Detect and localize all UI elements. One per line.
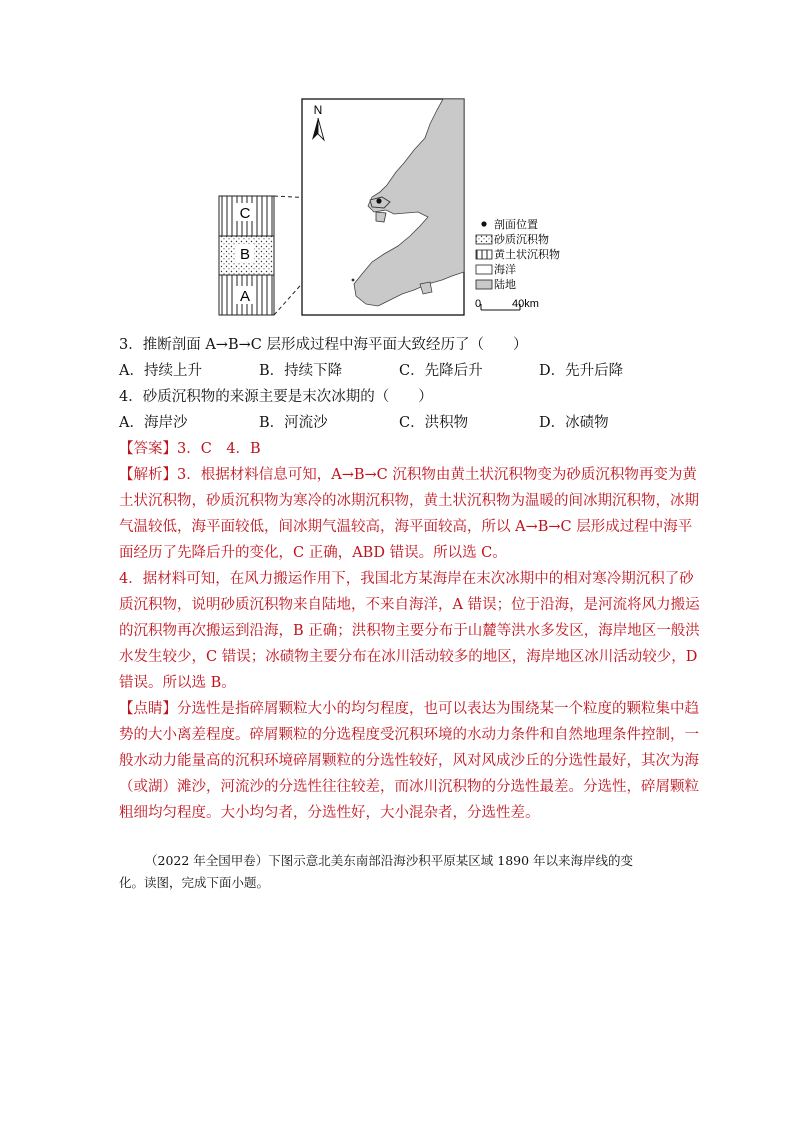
layer-label-a: A xyxy=(239,288,251,305)
legend-label-loess: 黄土状沉积物 xyxy=(494,248,560,261)
scale-bar xyxy=(475,298,539,310)
tip-line: 粗细均匀程度。大小均匀者，分选性好，大小混杂者，分选性差。 xyxy=(119,805,540,821)
analysis-line: 面经历了先降后升的变化，C 正确，ABD 错误。所以选 C。 xyxy=(119,545,507,561)
layer-label-c: C xyxy=(239,205,251,222)
q4-option-d[interactable]: D．冰碛物 xyxy=(539,415,609,431)
q3-option-a[interactable]: A．持续上升 xyxy=(119,363,202,379)
tip-tag: 【点睛】 xyxy=(119,701,177,717)
analysis-line: 土状沉积物，砂质沉积物为寒冷的冰期沉积物，黄土状沉积物为温暖的间冰期沉积物，冰期 xyxy=(119,493,699,509)
legend-dot-icon xyxy=(481,221,486,226)
q4-stem: 4．砂质沉积物的来源主要是末次冰期的（ ） xyxy=(119,389,433,405)
legend-label-profile: 剖面位置 xyxy=(494,218,538,231)
scale-zero: 0 xyxy=(474,298,482,310)
answer-tag: 【答案】 xyxy=(119,441,177,457)
analysis-line: 错误。所以选 B。 xyxy=(119,675,236,691)
stratigraphic-column xyxy=(219,196,274,315)
tip-block xyxy=(119,696,699,826)
intro-line: （2022 年全国甲卷）下图示意北美东南部沿海沙积平原某区域 1890 年以来海岸线的变 xyxy=(145,853,634,868)
legend-land-icon xyxy=(476,280,492,289)
q3-option-b[interactable]: B．持续下降 xyxy=(259,363,343,379)
island-b xyxy=(376,212,386,222)
q3-stem: 3．推断剖面 A→B→C 层形成过程中海平面大致经历了（ ） xyxy=(119,337,528,353)
q3-option-c[interactable]: C．先降后升 xyxy=(399,363,483,379)
legend-label-land: 陆地 xyxy=(494,278,516,291)
legend-label-sand: 砂质沉积物 xyxy=(494,233,549,246)
intro-line: 化。读图，完成下面小题。 xyxy=(119,875,270,890)
north-label: N xyxy=(313,103,323,117)
islet xyxy=(352,279,355,282)
scale-end: 40km xyxy=(512,298,539,310)
legend-label-ocean: 海洋 xyxy=(494,263,516,276)
stratigraphy-map-figure xyxy=(0,0,794,330)
analysis-line: 4．据材料可知，在风力搬运作用下，我国北方某海岸在末次冰期中的相对寒冷期沉积了砂 xyxy=(119,571,694,587)
analysis-line: 气温较低，海平面较低，间冰期气温较高，海平面较高，所以 A→B→C 层形成过程中海平 xyxy=(119,519,693,535)
analysis-line: 的沉积物再次搬运到沿海，B 正确；洪积物主要分布于山麓等洪水多发区，海岸地区一般洪 xyxy=(119,623,700,639)
answer-text: 3．C 4．B xyxy=(177,441,261,457)
q4-options xyxy=(119,410,679,436)
q4-option-a[interactable]: A．海岸沙 xyxy=(119,415,188,431)
tip-line: 势的大小离差程度。碎屑颗粒的分选程度受沉积环境的水动力条件和自然地理条件控制，一 xyxy=(119,727,699,743)
tip-line: 分选性是指碎屑颗粒大小的均匀程度，也可以表达为围绕某一个粒度的颗粒集中趋 xyxy=(177,701,699,717)
q4-option-b[interactable]: B．河流沙 xyxy=(259,415,328,431)
q3-option-d[interactable]: D．先升后降 xyxy=(539,363,624,379)
question-block xyxy=(119,332,700,826)
tip-line: 般水动力能量高的沉积环境碎屑颗粒的分选性较好，风对风成沙丘的分选性最好，其次为海 xyxy=(119,753,699,769)
analysis-line: 质沉积物，说明砂质沉积物来自陆地，不来自海洋，A 错误；位于沿海，是河流将风力搬运 xyxy=(119,597,700,613)
profile-location-dot xyxy=(376,198,381,203)
q3-options xyxy=(119,358,679,384)
next-question-intro xyxy=(119,850,685,894)
legend-dots-icon xyxy=(476,235,492,244)
legend-ocean-icon xyxy=(476,265,492,274)
tip-line: （或湖）滩沙，河流沙的分选性往往较差，而冰川沉积物的分选性最差。分选性，碎屑颗粒 xyxy=(119,779,699,795)
legend-stripes-icon xyxy=(476,250,492,259)
analysis-block xyxy=(119,462,700,696)
q4-option-c[interactable]: C．洪积物 xyxy=(399,415,469,431)
layer-label-b: B xyxy=(239,246,251,263)
analysis-line: 水发生较少，C 错误；冰碛物主要分布在冰川活动较多的地区，海岸地区冰川活动较少，D xyxy=(119,649,698,665)
legend xyxy=(476,217,560,291)
answer-line xyxy=(119,436,679,462)
analysis-line: 3．根据材料信息可知，A→B→C 沉积物由黄土状沉积物变为砂质沉积物再变为黄 xyxy=(177,467,697,483)
analysis-tag: 【解析】 xyxy=(119,467,177,483)
